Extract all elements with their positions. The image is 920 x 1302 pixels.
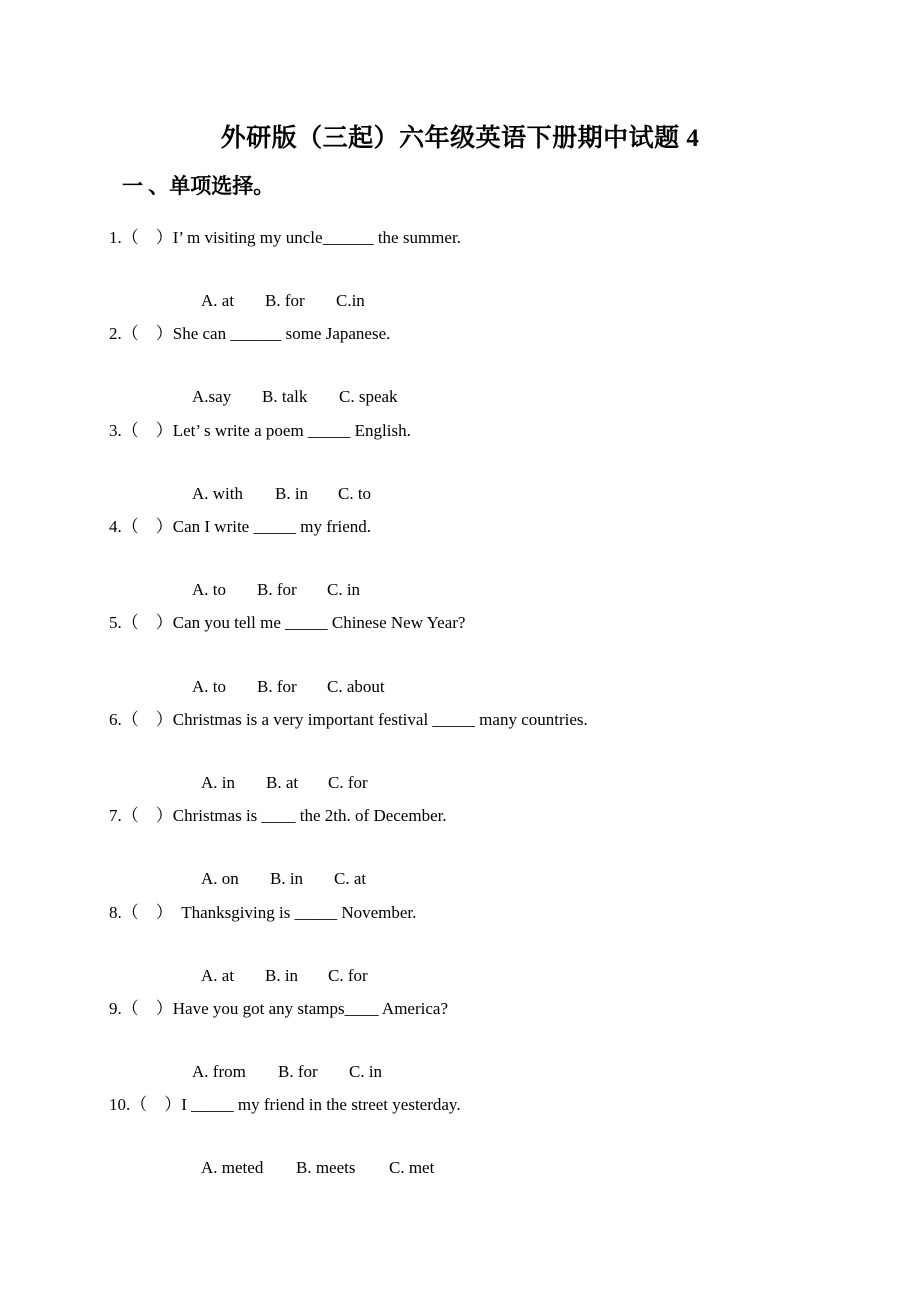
option-c: C. in <box>349 1062 383 1081</box>
option-c: C. for <box>328 966 368 985</box>
question-6: 6.（ ）Christmas is a very important festival _____ many countries. <box>109 710 588 729</box>
question-8: 8.（ ） Thanksgiving is _____ November. <box>109 903 417 922</box>
option-c: C. about <box>327 677 385 696</box>
page-title: 外研版（三起）六年级英语下册期中试题 4 <box>220 125 700 152</box>
question-1: 1.（ ）I’ m visiting my uncle______ the summer. <box>109 228 461 247</box>
question-10: 10.（ ）I _____ my friend in the street yesterday. <box>109 1095 461 1114</box>
option-b: B. in <box>270 869 304 888</box>
option-c: C. to <box>338 484 372 503</box>
question-4: 4.（ ）Can I write _____ my friend. <box>109 517 372 536</box>
option-a: A. to <box>192 677 226 696</box>
option-c: C. for <box>328 773 368 792</box>
option-b: B. in <box>265 966 299 985</box>
option-b: B. in <box>275 484 309 503</box>
question-5: 5.（ ）Can you tell me _____ Chinese New Year? <box>109 613 466 632</box>
question-7: 7.（ ）Christmas is ____ the 2th. of December. <box>109 806 447 825</box>
option-b: B. talk <box>262 387 308 406</box>
option-b: B. for <box>257 677 297 696</box>
option-a: A. on <box>201 869 239 888</box>
question-10-options <box>184 1138 434 1198</box>
option-c: C. met <box>389 1158 435 1177</box>
option-c: C. at <box>334 869 367 888</box>
option-b: B. for <box>265 291 305 310</box>
option-c: C. in <box>327 580 361 599</box>
option-b: B. for <box>278 1062 318 1081</box>
question-2: 2.（ ）She can ______ some Japanese. <box>109 324 391 343</box>
option-a: A.say <box>192 387 232 406</box>
question-3: 3.（ ）Let’ s write a poem _____ English. <box>109 421 411 440</box>
option-a: A. at <box>201 966 235 985</box>
option-a: A. with <box>192 484 243 503</box>
option-c: C.in <box>336 291 365 310</box>
option-a: A. to <box>192 580 226 599</box>
option-c: C. speak <box>339 387 398 406</box>
option-a: A. in <box>201 773 235 792</box>
option-a: A. at <box>201 291 235 310</box>
option-b: B. at <box>266 773 299 792</box>
option-b: B. for <box>257 580 297 599</box>
option-a: A. meted <box>201 1158 264 1177</box>
section-heading: 一 、单项选择。 <box>122 174 275 198</box>
question-9: 9.（ ）Have you got any stamps____ America? <box>109 999 448 1018</box>
option-a: A. from <box>192 1062 246 1081</box>
option-b: B. meets <box>296 1158 356 1177</box>
